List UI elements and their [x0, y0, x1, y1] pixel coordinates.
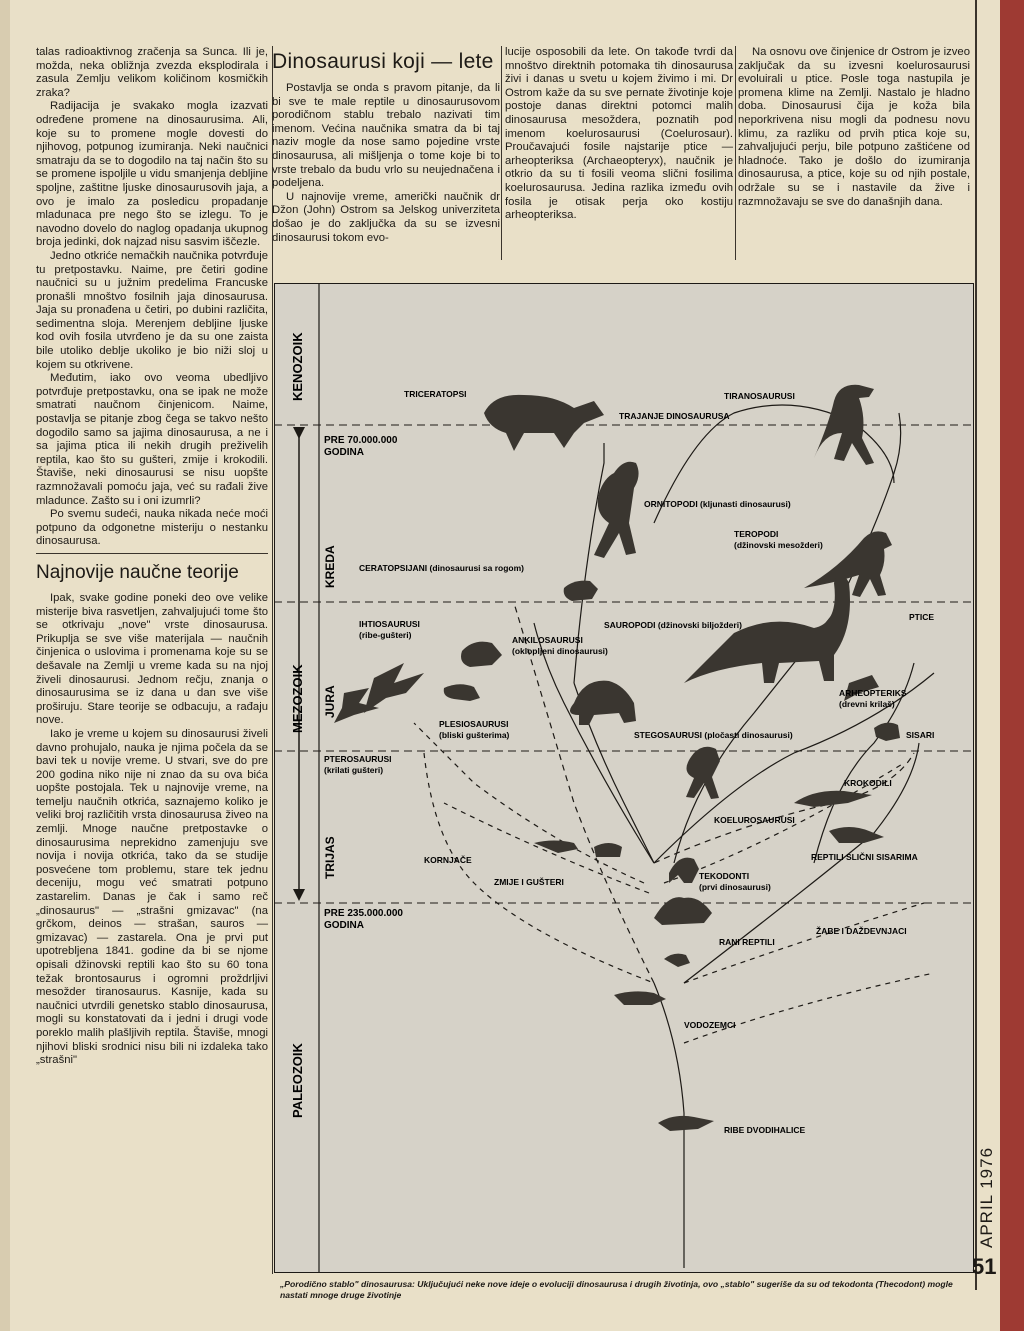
- article-column-1: [36, 46, 273, 1274]
- article-column-2: [272, 46, 500, 245]
- label-krokodili: KROKODILI: [844, 778, 892, 788]
- page-edge: [0, 0, 10, 1331]
- label-tiranosaurusi: TIRANOSAURUSI: [724, 391, 795, 401]
- label-teropodi: TEROPODI: [734, 529, 779, 539]
- issue-date-text: APRIL 1976: [977, 1146, 996, 1248]
- label-pterosaurusi-desc: (krilati gušteri): [324, 765, 384, 775]
- label-tekodonti: TEKODONTI: [699, 871, 750, 881]
- page-number: 51: [972, 1254, 997, 1279]
- label-ptice: PTICE: [909, 612, 935, 622]
- label-ankilosaurusi: ANKILOSAURUSI: [512, 635, 583, 645]
- issue-date: [975, 1130, 1003, 1250]
- label-plesiosaurusi: PLESIOSAURUSI: [439, 719, 509, 729]
- binding-spine: [1000, 0, 1024, 1331]
- col4-paragraph: Na osnovu ove činjenice dr Ostrom je izveo zaključak da su izvesni koelurosaurusi evoluirali u ptice. Posle toga nastupila je promena klime na Zemlji. Nastalo je hladno doba. Dinosaurusi čija je koža bila neporkrivena nisu mogli da podnesu novu klimu, za razliku od prvih ptica koje su, zahvaljujući perju, bile potpuno zaštićene od hladnoće. Tako je došlo do izumiranja dinosaurusa, a ptice, koje su od njih postale, održale su se i nastavile da žive i razmnožavaju se sve do današnjih dana.: [738, 46, 970, 208]
- label-arheopteriks-desc: (drevni krilaš): [839, 699, 895, 709]
- column-separator: [735, 46, 736, 260]
- section-heading: Dinosaurusi koji — lete: [272, 50, 494, 73]
- dinosaur-family-tree-diagram: [274, 283, 974, 1273]
- subheading: Najnovije naučne teorije: [36, 553, 268, 584]
- article-column-3: [505, 46, 733, 223]
- label-ihtiosaurusi-desc: (ribe-gušteri): [359, 630, 412, 640]
- col2-paragraph: U najnovije vreme, američki naučnik dr Džon (John) Ostrom sa Jelskog univerziteta došao je do zaključka da su se izvesni dinosaurusi tokom evo-: [272, 190, 500, 244]
- col1-paragraph: Ipak, svake godine poneki deo ove velike misterije biva rasvetljen, zahvaljujući tome što se otkrivaju „nove" vrste dinosaurusa. Prikuplja se sve više materijala — naučnih činjenica o uslovima i promenama koje su se dešavale na Zemlji u vreme kada su na njoj živeli dinosaurusi. Jednom rečju, znanja o dinosaurusima se iz dana u dan sve više proširuju. Stare teorije se odbacuju, a rađaju nove.: [36, 591, 268, 727]
- label-zabe: ŽABE I DAŽDEVNJACI: [816, 926, 907, 936]
- label-sauropodi: SAUROPODI (džinovski biljožderi): [604, 620, 742, 630]
- col1-paragraph: Iako je vreme u kojem su dinosaurusi živeli davno prohujalo, nauka je njima počela da se bavi tek u novije vreme. U stvari, sve do pre 200 godina niko nije ni znao da su ova bića uopšte postojala. Tek u najnovije vreme, na temelju naučnih otkrića, saznajemo koliko je veliki broj različitih vrsta dinosaurusa živeo na zemlji. Mnoge naučne pretpostavke o dinosaurusima neprekidno zamenjuju sve novija i novija otkrića, tako da se studije posvećene tom problemu, stare tek jednu deceniju, mogu već smatrati potpuno zastarelim. Danas je čak i samo reč „dinosaurus" — „strašni gmizavac" (na grčkom, deinos — strašan, sauros — gmizavac) — zastarela. Ona je prvi put upotrebljena 1841. godine da bi se njome opisali džinovski reptili kao što su 60 tona težak brontosaurus i ogromni proždrljivi mesožder tiranosaurus. Kasnije, kada su naučnici utvrdili genetsko stablo dinosaurusa, mogli su konstatovati da i jedni i drugi vode poreklo malih plašljivih reptila. Štaviše, mnogi njihovi bliski srodnici nisu bili ni izdaleka tako „strašni": [36, 727, 268, 1067]
- label-ornitopodi: ORNITOPODI (kljunasti dinosaurusi): [644, 499, 791, 509]
- col1-paragraph: Radijacija je svakako mogla izazvati određene promene na dinosaurusima. Ali, koje su to promene mogle dovesti do njihovog, potpunog izumiranja. Neki naučnici smatraju da se to dogodilo na taj način što su se promene ispoljile u vidu smanjenja debljine spoljne, zaštitne ljuske dinosaurusovih jaja, a ovo je imalo za posledicu propadanje mladunaca pre nego što se izlegu. To je navodno dovelo do naglog opadanja ukupnog broja jedinki, dok najzad nisu sasvim iščezle.: [36, 100, 268, 249]
- label-koelurosaurusi: KOELUROSAURUSI: [714, 815, 795, 825]
- col3-paragraph: lucije osposobili da lete. On takođe tvrdi da mnoštvo direktnih potomaka tih dinosaurusa živi i danas u svetu u kojem živimo i mi. Dr Ostrom kaže da su sve pernate životinje koje postoje danas direktni potomci malih dinosaurusa mesoždera, poznatih pod imenom koelurosaurusi (Coelurosaur). Proučavajući fosile najstarije ptice — arheopteriksa (Archaeopteryx), naučnik je otkrio da su ti fosili veoma slični fosilima koelurosaurusa. Jedina razlika između ovih fosila je otisak perja oko kostiju arheopteriksa.: [505, 46, 733, 222]
- label-teropodi-desc: (džinovski mesožderi): [734, 540, 823, 550]
- date-235m-unit: GODINA: [324, 920, 364, 931]
- period-kreda: KREDA: [323, 545, 337, 588]
- label-stegosaurusi: STEGOSAURUSI (pločasti dinosaurusi): [634, 730, 793, 740]
- period-trijas: TRIJAS: [323, 836, 337, 879]
- label-triceratopsi: TRICERATOPSI: [404, 389, 467, 399]
- date-70m-unit: GODINA: [324, 447, 364, 458]
- label-ribe: RIBE DVODIHALICE: [724, 1125, 806, 1135]
- date-70m: PRE 70.000.000: [324, 435, 398, 446]
- label-trajanje: TRAJANJE DINOSAURUSA: [619, 411, 730, 421]
- era-mezozoik: MEZOZOIK: [290, 664, 305, 733]
- label-pterosaurusi: PTEROSAURUSI: [324, 754, 392, 764]
- col2-paragraph: Postavlja se onda s pravom pitanje, da li bi sve te male reptile u dinosaurusovom porodičnom stablu trebalo nazivati tim imenom. Većina naučnika smatra da bi taj naziv mogle da nose samo pojedine vrste dinosaurusa, ali mišljenja o tome koje bi to vrste trebalo da budu vrlo su neujednačena i podeljena.: [272, 82, 500, 190]
- date-235m: PRE 235.000.000: [324, 908, 403, 919]
- label-vodozemci: VODOZEMCI: [684, 1020, 736, 1030]
- label-arheopteriks: ARHEOPTERIKS: [839, 688, 907, 698]
- label-plesiosaurusi-desc: (bliski gušterima): [439, 730, 510, 740]
- col1-paragraph: Jedno otkriće nemačkih naučnika potvrđuje tu pretpostavku. Naime, pre četiri godine naučnici su u južnim predelima Francuske pronašli mnoštvo fosilnih jaja dinosaurusa. Jaja su pronađena u četiri, po dubini različita, sedimentna sloja. Merenjem debljine ljuske kod ovih fosila utvrđeno je da su one zaista bile utoliko deblje ukoliko je bio niži sloj u kojem su otkrivene.: [36, 249, 268, 371]
- right-frame-line: [975, 0, 977, 1290]
- label-tekodonti-desc: (prvi dinosaurusi): [699, 882, 771, 892]
- label-reptili-sisari: REPTILI SLIČNI SISARIMA: [811, 852, 918, 862]
- label-ihtiosaurusi: IHTIOSAURUSI: [359, 619, 420, 629]
- label-ceratopsijani: CERATOPSIJANI (dinosaurusi sa rogom): [359, 563, 524, 573]
- era-kenozoik: KENOZOIK: [290, 332, 305, 401]
- column-separator: [501, 46, 502, 260]
- label-ankilosaurusi-desc: (oklopljeni dinosaurusi): [512, 646, 608, 656]
- col1-paragraph: Po svemu sudeći, nauka nikada neće moći potpuno da odgonetne misteriju o nestanku dinosaurusa.: [36, 508, 268, 548]
- era-paleozoik: PALEOZOIK: [290, 1043, 305, 1118]
- col1-paragraph: talas radioaktivnog zračenja sa Sunca. Ili je, možda, neka obližnja zvezda eksplodirala i zasula Zemlju velikom količinom kosmičkih zraka?: [36, 46, 268, 99]
- period-jura: JURA: [323, 685, 337, 718]
- article-column-4: [738, 46, 970, 209]
- label-sisari: SISARI: [906, 730, 935, 740]
- col1-paragraph: Međutim, iako ovo veoma ubedljivo potvrđuje pretpostavku, ona se ipak ne može smatrati naučnom činjenicom. Naime, postavlja se pitanje zbog čega se takvo nešto dogodilo samo sa jajima dinosaurusa, a ne i sa jajima ptica ili nekih drugih preživelih reptila, kao što su gušteri, zmije i krokodili. Štaviše, neki dinosaurusi se nisu uopšte razmnožavali pomoću jaja, već su rađali žive mladunce. Zašto su i oni izumrli?: [36, 372, 268, 507]
- diagram-caption: „Porodično stablo" dinosaurusa: Uključujući neke nove ideje o evoluciji dinosaurusa i drugih životinja, ovo „stablo" sugeriše da su od tekodonta (Thecodont) mogle nastati mnoge druge životinje: [280, 1279, 953, 1300]
- label-zmije: ZMIJE I GUŠTERI: [494, 877, 564, 887]
- label-kornjace: KORNJAČE: [424, 855, 472, 865]
- label-rani-reptili: RANI REPTILI: [719, 937, 775, 947]
- turtle-icon: [594, 843, 622, 857]
